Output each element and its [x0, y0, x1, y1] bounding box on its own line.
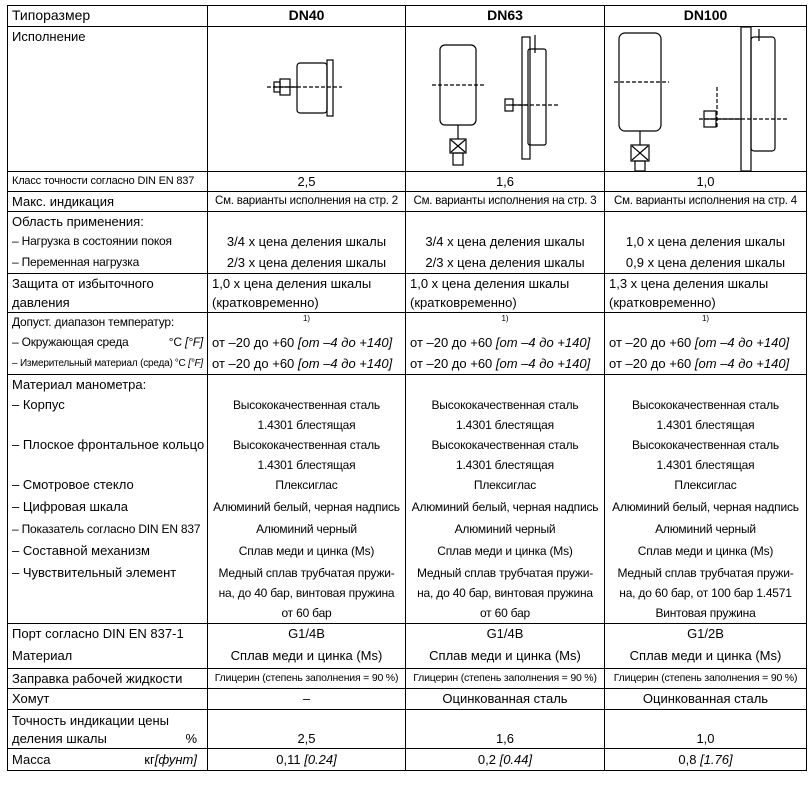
- element-label: – Чувствительный элемент: [12, 565, 177, 580]
- footnote-dn63: 1): [501, 314, 509, 323]
- port-material-label: Материал: [12, 648, 73, 663]
- variable-load-label: – Переменная нагрузка: [12, 255, 140, 269]
- mass-dn40: 0,11 [0.24]: [208, 749, 406, 771]
- max-ind-dn100: См. варианты исполнения на стр. 4: [605, 192, 807, 212]
- ind-acc-label-cell: [8, 710, 208, 749]
- filling-label: Заправка рабочей жидкости: [8, 669, 208, 689]
- spec-table: [7, 5, 807, 771]
- material-label-cell: [8, 375, 208, 624]
- ind-acc-unit: %: [185, 731, 197, 746]
- mass-label-cell: [8, 749, 208, 771]
- port-dn63: G1/4B Сплав меди и цинка (Ms): [406, 624, 605, 669]
- gauge-drawing-dn100: [609, 27, 801, 171]
- filling-dn63: Глицерин (степень заполнения = 90 %): [406, 669, 605, 689]
- clamp-row: [8, 689, 807, 710]
- ambient-range-dn63: от –20 до +60 [от –4 до +140]: [410, 335, 591, 350]
- ind-acc-dn63: 1,6: [406, 710, 605, 749]
- dial-label: – Цифровая шкала: [12, 499, 128, 514]
- application-dn100: [605, 212, 807, 274]
- clamp-dn63: Оцинкованная сталь: [406, 689, 605, 710]
- ambient-unit: °C: [168, 335, 182, 349]
- accuracy-dn100: 1,0: [605, 172, 807, 192]
- overload-label-2: давления: [12, 295, 70, 310]
- ambient-unit-f: [°F]: [185, 335, 203, 349]
- drawing-dn100: [605, 27, 807, 172]
- clamp-dn100: Оцинкованная сталь: [605, 689, 807, 710]
- temp-dn63: [406, 313, 605, 375]
- ind-acc-label-2-row: [12, 730, 203, 748]
- drawing-dn40: [208, 27, 406, 172]
- application-dn63: [406, 212, 605, 274]
- static-load-label: – Нагрузка в состоянии покоя: [12, 234, 172, 248]
- medium-label: – Измерительный материал (среда): [12, 358, 173, 369]
- header-param: Типоразмер: [8, 6, 208, 27]
- clamp-dn40: –: [208, 689, 406, 710]
- accuracy-label: Класс точности согласно DIN EN 837: [8, 172, 208, 192]
- material-dn40: Высококачественная сталь 1.4301 блестящая Высококачественная сталь 1.4301 блестящая Плексиглас Алюминий белый, черная надпись Алюминий черный Сплав меди и цинка (Ms) Медный сплав трубчатая пружи- на, до 40 бар, винтовая пружина от 60 бар: [208, 375, 406, 624]
- variable-dn40: 2/3 x цена деления шкалы: [226, 255, 387, 270]
- static-dn63: 3/4 x цена деления шкалы: [425, 234, 585, 249]
- material-label: Материал манометра:: [12, 377, 147, 392]
- max-ind-dn40: См. варианты исполнения на стр. 2: [208, 192, 406, 212]
- ind-acc-dn100: 1,0: [605, 710, 807, 749]
- material-row: [8, 375, 807, 624]
- max-indication-row: [8, 192, 807, 212]
- static-dn40: 3/4 x цена деления шкалы: [226, 234, 387, 249]
- case-label: – Корпус: [12, 397, 65, 412]
- port-dn100: G1/2B Сплав меди и цинка (Ms): [605, 624, 807, 669]
- overload-dn63: [406, 274, 605, 313]
- temperature-row: [8, 313, 807, 375]
- pointer-label: – Показатель согласно DIN EN 837: [12, 522, 201, 536]
- medium-unit: °C: [174, 358, 186, 369]
- overload-dn40-note: (кратковременно): [212, 295, 319, 310]
- application-dn40: [208, 212, 406, 274]
- medium-range-dn63: от –20 до +60 [от –4 до +140]: [410, 356, 591, 371]
- gauge-drawing-dn63: [410, 27, 599, 171]
- mass-dn100: 0,8 [1.76]: [605, 749, 807, 771]
- overload-dn100-note: (кратковременно): [609, 295, 716, 310]
- material-dn63: Высококачественная сталь 1.4301 блестящая Высококачественная сталь 1.4301 блестящая Плексиглас Алюминий белый, черная надпись Алюминий черный Сплав меди и цинка (Ms) Медный сплав трубчатая пружи- на, до 40 бар, винтовая пружина от 60 бар: [406, 375, 605, 624]
- mass-row: [8, 749, 807, 771]
- overload-dn63-note: (кратковременно): [410, 295, 517, 310]
- header-row: [8, 6, 807, 27]
- clamp-label: Хомут: [8, 689, 208, 710]
- overload-label-cell: [8, 274, 208, 313]
- mass-label: Масса: [12, 752, 51, 767]
- ambient-range-dn40: от –20 до +60 [от –4 до +140]: [212, 335, 393, 350]
- accuracy-dn40: 2,5: [208, 172, 406, 192]
- overload-row: [8, 274, 807, 313]
- max-ind-dn63: См. варианты исполнения на стр. 3: [406, 192, 605, 212]
- accuracy-dn63: 1,6: [406, 172, 605, 192]
- ambient-range-dn100: от –20 до +60 [от –4 до +140]: [609, 335, 790, 350]
- ambient-row-label: [12, 332, 203, 353]
- window-label: – Смотровое стекло: [12, 477, 134, 492]
- temperature-label-cell: [8, 313, 208, 375]
- overload-dn100: [605, 274, 807, 313]
- temp-dn100: [605, 313, 807, 375]
- overload-dn100-value: 1,3 x цена деления шкалы: [609, 276, 769, 291]
- ambient-label: – Окружающая среда: [12, 335, 129, 349]
- ind-acc-dn40: 2,5: [208, 710, 406, 749]
- mass-dn63: 0,2 [0.44]: [406, 749, 605, 771]
- port-row: [8, 624, 807, 669]
- temp-dn40: [208, 313, 406, 375]
- ring-label: – Плоское фронтальное кольцо: [12, 437, 205, 452]
- header-dn63: DN63: [406, 6, 605, 27]
- execution-row: [8, 27, 807, 172]
- mass-unit: кг: [144, 752, 155, 767]
- variable-dn63: 2/3 x цена деления шкалы: [425, 255, 585, 270]
- overload-label-1: Защита от избыточного: [12, 276, 154, 291]
- filling-dn100: Глицерин (степень заполнения = 90 %): [605, 669, 807, 689]
- ind-acc-label-1: Точность индикации цены: [12, 713, 170, 728]
- header-dn40: DN40: [208, 6, 406, 27]
- application-label: Область применения:: [12, 214, 144, 229]
- drawing-dn63: [406, 27, 605, 172]
- variable-dn100: 0,9 x цена деления шкалы: [625, 255, 786, 270]
- application-row: [8, 212, 807, 274]
- gauge-drawing-dn40: [212, 27, 400, 171]
- port-dn40: G1/4B Сплав меди и цинка (Ms): [208, 624, 406, 669]
- port-label: Порт согласно DIN EN 837-1: [12, 626, 184, 641]
- material-dn100: Высококачественная сталь 1.4301 блестящая Высококачественная сталь 1.4301 блестящая Плексиглас Алюминий белый, черная надпись Алюминий черный Сплав меди и цинка (Ms) Медный сплав трубчатая пружи- на, до 60 бар, от 100 бар 1.4571 Винтовая пружина: [605, 375, 807, 624]
- execution-label: Исполнение: [8, 27, 208, 172]
- header-dn100: DN100: [605, 6, 807, 27]
- footnote-dn40: 1): [302, 314, 311, 323]
- mass-unit-lb: [фунт]: [154, 752, 197, 767]
- filling-row: [8, 669, 807, 689]
- overload-dn63-value: 1,0 x цена деления шкалы: [410, 276, 570, 291]
- medium-row-label: [12, 353, 203, 374]
- accuracy-row: [8, 172, 807, 192]
- footnote-dn100: 1): [701, 314, 710, 323]
- medium-range-dn100: от –20 до +60 [от –4 до +140]: [609, 356, 790, 371]
- ind-acc-label-2: деления шкалы: [12, 731, 107, 746]
- overload-dn40: [208, 274, 406, 313]
- medium-range-dn40: от –20 до +60 [от –4 до +140]: [212, 356, 393, 371]
- max-ind-label: Макс. индикация: [8, 192, 208, 212]
- indication-accuracy-row: [8, 710, 807, 749]
- static-dn100: 1,0 x цена деления шкалы: [625, 234, 786, 249]
- port-label-cell: [8, 624, 208, 669]
- filling-dn40: Глицерин (степень заполнения = 90 %): [208, 669, 406, 689]
- overload-dn40-value: 1,0 x цена деления шкалы: [212, 276, 372, 291]
- application-label-cell: [8, 212, 208, 274]
- movement-label: – Составной механизм: [12, 543, 150, 558]
- medium-unit-f: [°F]: [188, 358, 203, 369]
- temp-label: Допуст. диапазон температур:: [12, 315, 174, 329]
